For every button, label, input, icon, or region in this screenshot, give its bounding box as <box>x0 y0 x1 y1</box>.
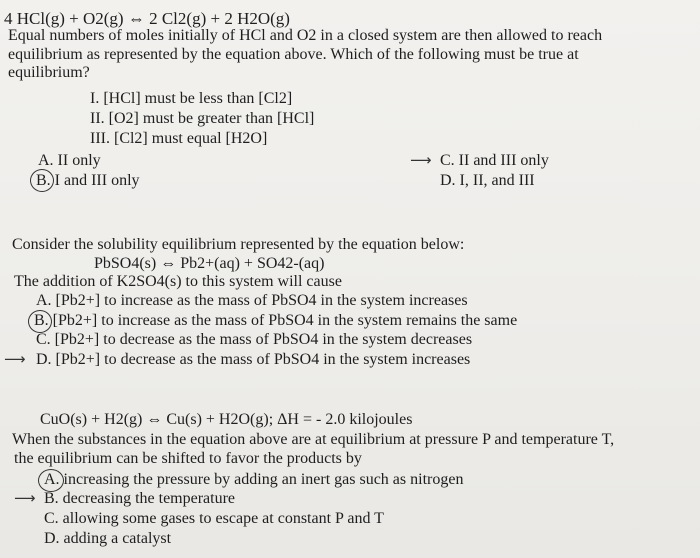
q3-equation: CuO(s) + H2(g) ⇔ Cu(s) + H2O(g); ΔH = - 2.0 kilojoules <box>40 411 413 428</box>
q2-addition-line: The addition of K2SO4(s) to this system will cause <box>14 273 342 290</box>
q1-choice-d[interactable]: D. I, II, and III <box>440 172 535 189</box>
q1-choice-c[interactable]: C. II and III only <box>440 152 549 169</box>
q2-arrow-icon: ⟶ <box>4 350 26 368</box>
q3-stem-line-2: the equilibrium can be shifted to favor the products by <box>14 450 362 467</box>
q2-choice-a[interactable]: A. [Pb2+] to increase as the mass of PbSO4 in the system increases <box>36 292 468 309</box>
q1-statement-2: II. [O2] must be greater than [HCl] <box>90 110 315 127</box>
q1-statement-3: III. [Cl2] must equal [H2O] <box>90 130 268 147</box>
q1-statement-1: I. [HCl] must be less than [Cl2] <box>90 90 293 107</box>
q1-stem-line-3: equilibrium? <box>8 64 90 81</box>
q2-choice-c[interactable]: C. [Pb2+] to decrease as the mass of PbSO4 in the system decreases <box>36 331 473 348</box>
q1-stem-line-1: Equal numbers of moles initially of HCl and O2 in a closed system are then allowed to reach <box>8 27 603 44</box>
q2-stem: Consider the solubility equilibrium represented by the equation below: <box>12 236 465 253</box>
q1-arrow-icon: ⟶ <box>410 151 432 169</box>
q3-arrow-icon: ⟶ <box>14 489 36 507</box>
q1-choice-a[interactable]: A. II only <box>38 152 101 169</box>
q3-choice-b[interactable]: B. decreasing the temperature <box>44 490 236 507</box>
q3-choice-c[interactable]: C. allowing some gases to escape at constant P and T <box>44 510 384 527</box>
q2-equation: PbSO4(s) ⇔ Pb2+(aq) + SO42-(aq) <box>94 255 325 272</box>
q3-stem-line-1: When the substances in the equation above are at equilibrium at pressure P and temperature T, <box>12 431 615 448</box>
q1-equation: 4 HCl(g) + O2(g) ⇔ 2 Cl2(g) + 2 H2O(g) <box>4 9 290 28</box>
q2-choice-d[interactable]: D. [Pb2+] to decrease as the mass of PbSO4 in the system increases <box>36 351 471 368</box>
q3-choice-a[interactable]: A. increasing the pressure by adding an inert gas such as nitrogen <box>44 471 464 488</box>
q1-choice-b[interactable]: B. I and III only <box>36 172 140 189</box>
q1-stem-line-2: equilibrium as represented by the equation above. Which of the following must be true at <box>8 46 579 63</box>
q2-choice-b[interactable]: B. [Pb2+] to increase as the mass of PbSO4 in the system remains the same <box>34 312 518 329</box>
q3-choice-d[interactable]: D. adding a catalyst <box>44 530 172 547</box>
